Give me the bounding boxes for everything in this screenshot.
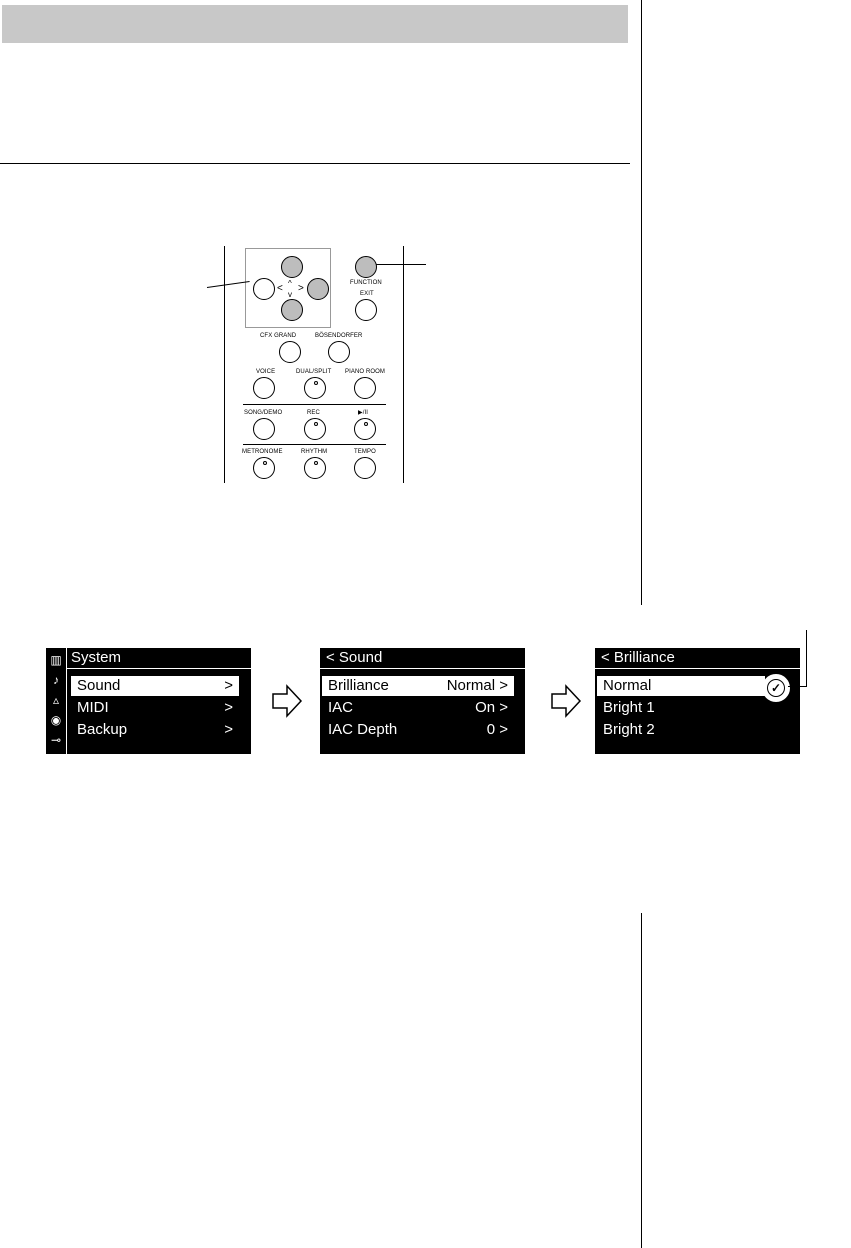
- option-normal[interactable]: Normal: [597, 676, 765, 696]
- song-demo-button[interactable]: [253, 418, 275, 440]
- chevron-right-icon: >: [224, 677, 233, 694]
- piano-icon: ▥: [50, 653, 62, 667]
- function-label: FUNCTION: [350, 280, 382, 286]
- rec-button[interactable]: [304, 418, 326, 440]
- menu-item-sound[interactable]: Sound >: [71, 676, 239, 696]
- exit-label: EXIT: [360, 291, 374, 297]
- rec-label: REC: [307, 410, 320, 416]
- lcd-screen-sound: [320, 648, 525, 754]
- metronome-button[interactable]: [253, 457, 275, 479]
- callout-line-function: [376, 264, 426, 265]
- note-icon: ♪: [53, 673, 59, 687]
- title-underline: [67, 668, 251, 669]
- dual-split-label: DUAL/SPLIT: [296, 369, 332, 375]
- up-arrow-icon: ^: [288, 279, 292, 288]
- voice-label: VOICE: [256, 369, 276, 375]
- flow-arrow-icon: [271, 684, 303, 718]
- screen-title: < Sound: [326, 649, 383, 666]
- cfx-grand-button[interactable]: [279, 341, 301, 363]
- wrench-icon: ⊸: [50, 733, 62, 747]
- function-button[interactable]: [355, 256, 377, 278]
- lcd-screen-system: [46, 648, 251, 754]
- title-underline: [320, 668, 525, 669]
- rhythm-label: RHYTHM: [301, 449, 328, 455]
- callout-line-check: [806, 630, 807, 686]
- chevron-right-icon: >: [224, 699, 233, 716]
- down-arrow-icon: v: [288, 290, 292, 299]
- check-mark-icon: ✓: [767, 679, 785, 697]
- metronome-label: METRONOME: [242, 449, 283, 455]
- record-icon: ◉: [50, 713, 62, 727]
- play-pause-button[interactable]: [354, 418, 376, 440]
- callout-line-cursor: [207, 281, 250, 288]
- panel-edge-right: [403, 246, 404, 483]
- tempo-label: TEMPO: [354, 449, 376, 455]
- left-arrow-icon: <: [277, 283, 283, 294]
- song-demo-label: SONG/DEMO: [244, 410, 283, 416]
- menu-item-midi[interactable]: MIDI >: [77, 699, 233, 716]
- right-button[interactable]: [307, 278, 329, 300]
- rhythm-button[interactable]: [304, 457, 326, 479]
- bosendorfer-button[interactable]: [328, 341, 350, 363]
- cfx-grand-label: CFX GRAND: [260, 333, 297, 339]
- category-icon-column: [46, 648, 65, 754]
- piano-room-button[interactable]: [354, 377, 376, 399]
- menu-item-iac-depth[interactable]: IAC Depth 0 >: [328, 721, 508, 738]
- option-bright-2[interactable]: Bright 2: [603, 721, 655, 738]
- margin-line: [641, 913, 642, 1248]
- lcd-screen-brilliance: [595, 648, 800, 754]
- screen-title: < Brilliance: [601, 649, 675, 666]
- menu-item-iac[interactable]: IAC On >: [328, 699, 508, 716]
- panel-divider: [243, 444, 386, 445]
- panel-edge-left: [224, 246, 225, 483]
- menu-item-backup[interactable]: Backup >: [77, 721, 233, 738]
- up-button[interactable]: [281, 256, 303, 278]
- voice-button[interactable]: [253, 377, 275, 399]
- panel-divider: [243, 404, 386, 405]
- title-underline: [595, 668, 800, 669]
- right-arrow-icon: >: [298, 283, 304, 294]
- check-mark-circle: [762, 674, 790, 702]
- dual-split-button[interactable]: [304, 377, 326, 399]
- metronome-icon: ▵: [52, 693, 60, 707]
- exit-button[interactable]: [355, 299, 377, 321]
- screen-title: System: [71, 649, 122, 666]
- tempo-button[interactable]: [354, 457, 376, 479]
- flow-arrow-icon: [550, 684, 582, 718]
- option-bright-1[interactable]: Bright 1: [603, 699, 655, 716]
- down-button[interactable]: [281, 299, 303, 321]
- chevron-right-icon: >: [224, 721, 233, 738]
- piano-room-label: PIANO ROOM: [345, 369, 386, 375]
- bosendorfer-label: BÖSENDORFER: [315, 333, 363, 339]
- menu-item-brilliance[interactable]: Brilliance Normal >: [322, 676, 514, 696]
- left-button[interactable]: [253, 278, 275, 300]
- callout-line-check: [788, 686, 807, 687]
- control-panel-illustration: [0, 0, 851, 600]
- play-pause-label: ▶/II: [358, 410, 369, 416]
